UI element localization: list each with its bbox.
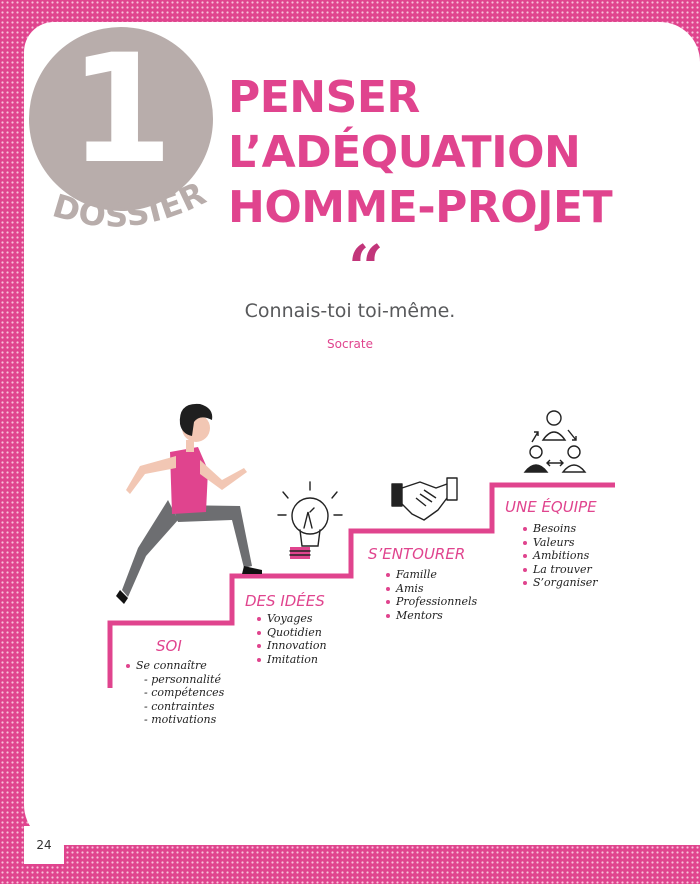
list-item: S’organiser [523,576,598,590]
title-line-2: L’ADÉQUATION [228,127,581,178]
list-item: Voyages [257,612,327,626]
list-item: Ambitions [523,549,598,563]
list-item: - contraintes [144,699,215,713]
step-idees-list [257,612,327,666]
list-item: Professionnels [386,595,477,609]
page-number: 24 [24,826,64,864]
list-item: - compétences [144,686,225,700]
handshake-icon [392,478,457,520]
list-item: Se connaître [126,659,224,673]
team-icon [525,411,585,472]
list-item: La trouver [523,563,598,577]
step-soi-list [126,659,224,727]
list-item: Famille [386,568,477,582]
list-item: Amis [386,582,477,596]
step-equipe-list [523,522,598,590]
list-item: - personnalité [144,672,221,686]
step-idees-title: DES IDÉES [245,592,325,610]
list-item: Besoins [523,522,598,536]
step-equipe-title: UNE ÉQUIPE [505,498,597,516]
quote-text: Connais-toi toi-même. [244,300,456,322]
list-item: Valeurs [523,536,598,550]
list-item: Quotidien [257,626,327,640]
quote-mark: “ [348,231,384,304]
dossier-number: 1 [68,23,174,197]
quote-author: Socrate [327,337,373,351]
lightbulb-icon [278,482,342,559]
step-entourer-list [386,568,477,622]
title-line-1: PENSER [228,72,420,123]
list-item: - motivations [144,713,217,727]
step-soi-title: SOI [156,637,182,655]
list-item: Mentors [386,609,477,623]
list-item: Imitation [257,653,327,667]
step-entourer-title: S’ENTOURER [368,545,466,563]
list-item: Innovation [257,639,327,653]
title-line-3: HOMME-PROJET [228,182,613,233]
dossier-text: DOSSIER [48,180,213,235]
